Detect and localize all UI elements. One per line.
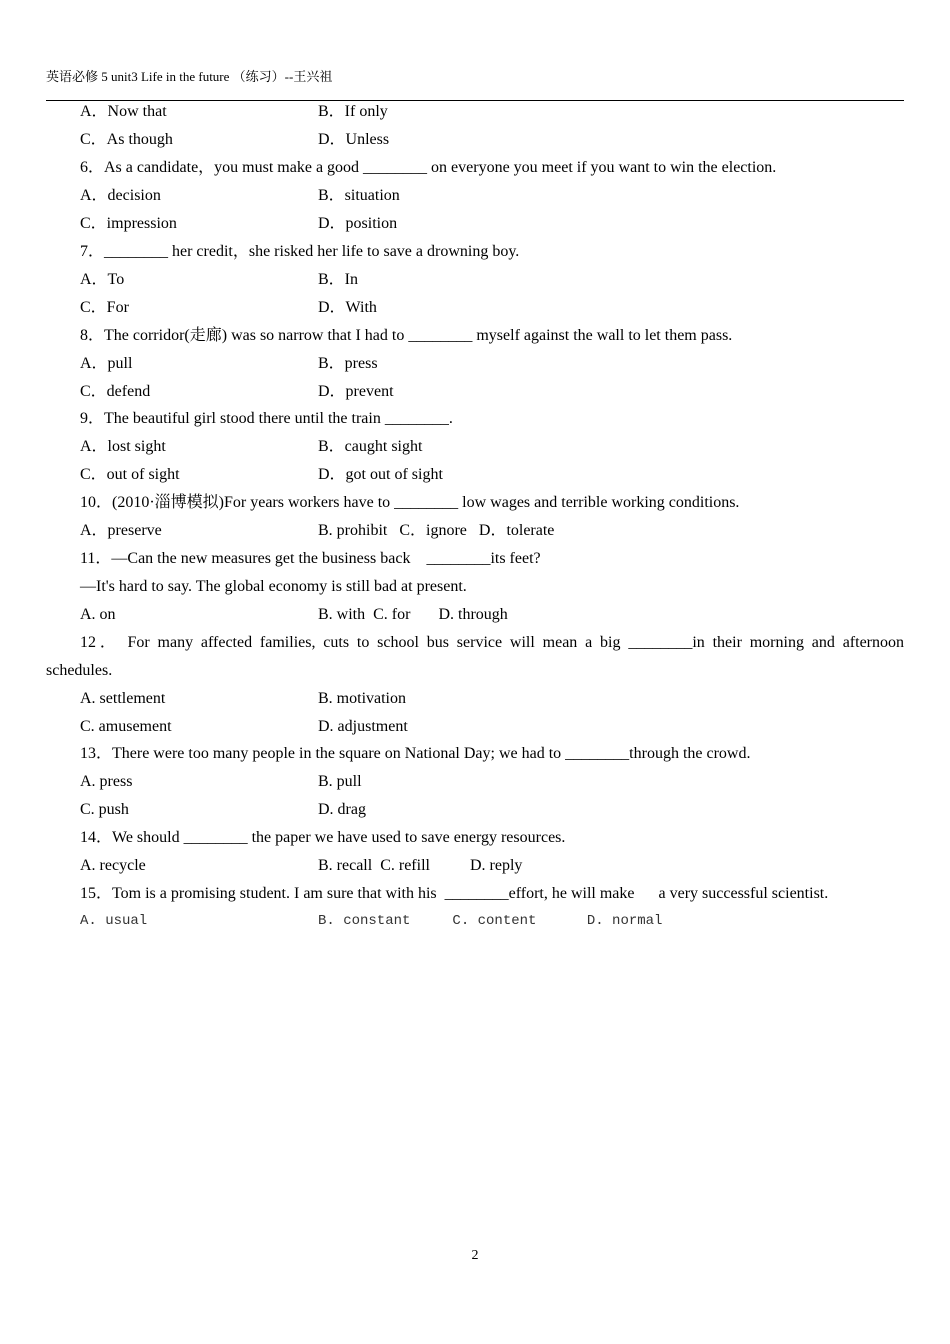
q15-options-bcd: B. constant C. content D. normal: [318, 913, 663, 929]
q11-option-a: A. on: [80, 606, 116, 623]
q15-option-a: A. usual: [80, 913, 148, 929]
q7-option-d: D．With: [318, 299, 377, 316]
q11-options-bcd: B. with C. for D. through: [318, 606, 508, 623]
q6-option-b: B．situation: [318, 187, 400, 204]
q7-stem: 7．________ her credit，she risked her life to save a drowning boy.: [80, 243, 520, 260]
q10-stem: 10．(2010·淄博模拟)For years workers have to ________ low wages and terrible working conditions.: [80, 494, 740, 511]
q14-stem: 14．We should ________ the paper we have used to save energy resources.: [80, 829, 566, 846]
q13-option-d: D. drag: [318, 801, 366, 818]
header-rule: [46, 100, 904, 101]
q14-options-bcd: B. recall C. refill D. reply: [318, 857, 523, 874]
q5-option-c: C．As though: [80, 131, 173, 148]
q5-option-b: B．If only: [318, 103, 388, 120]
q11-stem: 11．—Can the new measures get the business back ________its feet?: [80, 550, 541, 567]
q8-option-c: C．defend: [80, 383, 151, 400]
q12-option-a: A. settlement: [80, 690, 166, 707]
q5-option-a: A．Now that: [80, 103, 167, 120]
q9-option-c: C．out of sight: [80, 466, 180, 483]
q7-option-b: B．In: [318, 271, 359, 288]
q8-option-b: B．press: [318, 355, 378, 372]
q13-option-b: B. pull: [318, 773, 362, 790]
q12-option-b: B. motivation: [318, 690, 406, 707]
q13-option-c: C. push: [80, 801, 129, 818]
q7-option-c: C．For: [80, 299, 129, 316]
q10-options-bcd: B. prohibit C．ignore D．tolerate: [318, 522, 555, 539]
q6-option-d: D．position: [318, 215, 398, 232]
q15-stem: 15．Tom is a promising student. I am sure that with his ________effort, he will make a very successful scientist.: [80, 885, 829, 902]
q12-stem: 12． For many affected families, cuts to school bus service will mean a big ________in their morning and afternoon: [80, 634, 904, 651]
q5-option-d: D．Unless: [318, 131, 390, 148]
q8-option-d: D．prevent: [318, 383, 394, 400]
q14-option-a: A. recycle: [80, 857, 146, 874]
q9-stem: 9．The beautiful girl stood there until the train ________.: [80, 410, 453, 427]
q6-option-c: C．impression: [80, 215, 177, 232]
q10-option-a: A．preserve: [80, 522, 162, 539]
document-header: 英语必修 5 unit3 Life in the future （练习）--王兴祖: [46, 69, 333, 84]
q12-option-c: C. amusement: [80, 718, 172, 735]
q12-option-d: D. adjustment: [318, 718, 408, 735]
q8-option-a: A．pull: [80, 355, 133, 372]
q8-stem: 8．The corridor(走廊) was so narrow that I had to ________ myself against the wall to let them pass.: [80, 327, 733, 344]
q7-option-a: A．To: [80, 271, 125, 288]
q6-option-a: A．decision: [80, 187, 161, 204]
q9-option-a: A．lost sight: [80, 438, 166, 455]
q9-option-d: D．got out of sight: [318, 466, 443, 483]
q11-response: —It's hard to say. The global economy is still bad at present.: [80, 578, 467, 595]
q9-option-b: B．caught sight: [318, 438, 423, 455]
q6-stem: 6．As a candidate，you must make a good ________ on everyone you meet if you want to win the election.: [80, 159, 777, 176]
q13-option-a: A. press: [80, 773, 133, 790]
q12-stem-continued: schedules.: [46, 662, 113, 679]
q13-stem: 13．There were too many people in the square on National Day; we had to ________through the crowd.: [80, 745, 751, 762]
page-number: 2: [471, 1248, 479, 1263]
